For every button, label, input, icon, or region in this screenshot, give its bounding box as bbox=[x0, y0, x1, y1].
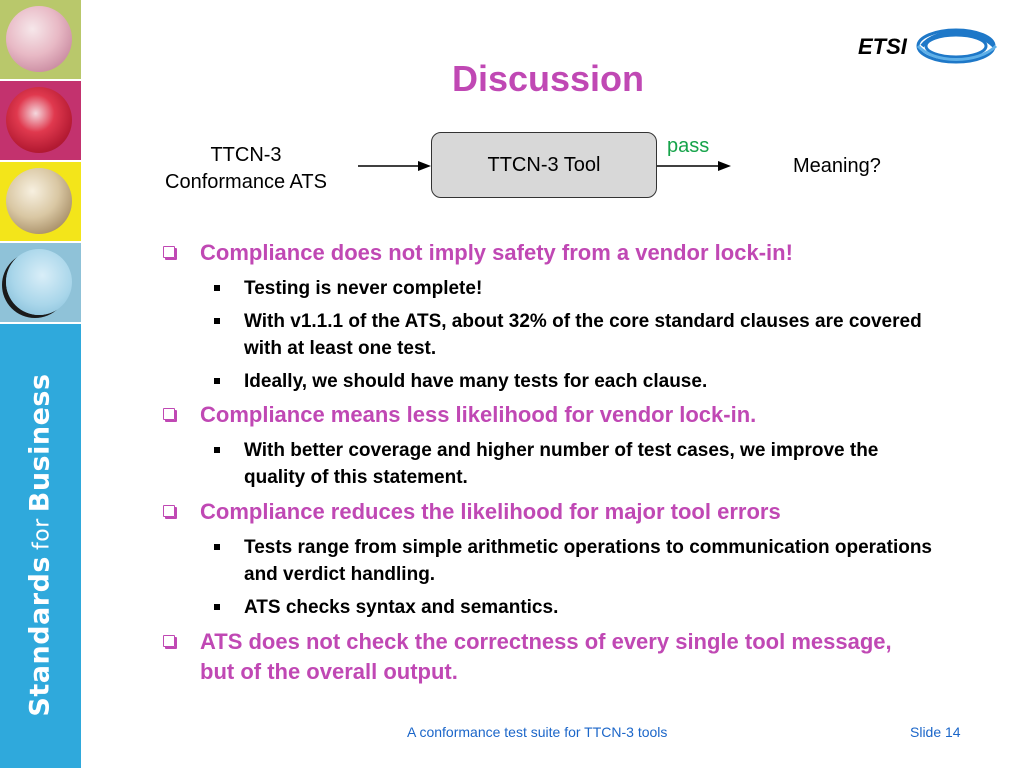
square-bullet-icon bbox=[214, 378, 220, 384]
bullet-text: Testing is never complete! bbox=[244, 278, 483, 299]
checkbox-bullet-icon bbox=[163, 505, 175, 517]
diagram-output-label: Meaning? bbox=[793, 155, 881, 177]
bullet-text: Compliance means less likelihood for vendor lock-in. bbox=[200, 402, 757, 427]
diagram-input-line2: Conformance ATS bbox=[165, 171, 327, 193]
checkbox-bullet-icon bbox=[163, 246, 175, 258]
brand-word-standards: Standards bbox=[24, 556, 56, 717]
square-bullet-icon bbox=[214, 318, 220, 324]
diagram-tool-label: TTCN-3 Tool bbox=[487, 153, 601, 176]
diagram-pass-label: pass bbox=[667, 135, 710, 157]
slide-number: Slide 14 bbox=[910, 724, 961, 740]
etsi-logo-text: ETSI bbox=[858, 34, 907, 59]
bullet-text: With v1.1.1 of the ATS, about 32% of the core standard clauses are covered with at least one test. bbox=[244, 311, 922, 359]
checkbox-bullet-icon bbox=[163, 635, 175, 647]
footer-title: A conformance test suite for TTCN-3 tools bbox=[407, 724, 668, 740]
diagram-input-line1: TTCN-3 bbox=[210, 144, 282, 166]
bullet-text: ATS does not check the correctness of every single tool message, but of the overall output. bbox=[200, 629, 892, 684]
bullet-text: Compliance reduces the likelihood for major tool errors bbox=[200, 499, 781, 524]
brand-word-business: Business bbox=[24, 373, 56, 513]
bullet-text: Compliance does not imply safety from a vendor lock-in! bbox=[200, 240, 793, 265]
square-bullet-icon bbox=[214, 544, 220, 550]
bullet-text: Ideally, we should have many tests for each clause. bbox=[244, 371, 708, 392]
bullet-text: With better coverage and higher number of test cases, we improve the quality of this statement. bbox=[244, 440, 879, 488]
checkbox-bullet-icon bbox=[163, 408, 175, 420]
brand-word-for: for bbox=[29, 518, 55, 550]
square-bullet-icon bbox=[214, 285, 220, 291]
slide-title: Discussion bbox=[451, 58, 645, 99]
bullet-text: Tests range from simple arithmetic operations to communication operations and verdict handling. bbox=[244, 537, 932, 585]
bullet-text: ATS checks syntax and semantics. bbox=[244, 597, 559, 618]
square-bullet-icon bbox=[214, 604, 220, 610]
square-bullet-icon bbox=[214, 447, 220, 453]
